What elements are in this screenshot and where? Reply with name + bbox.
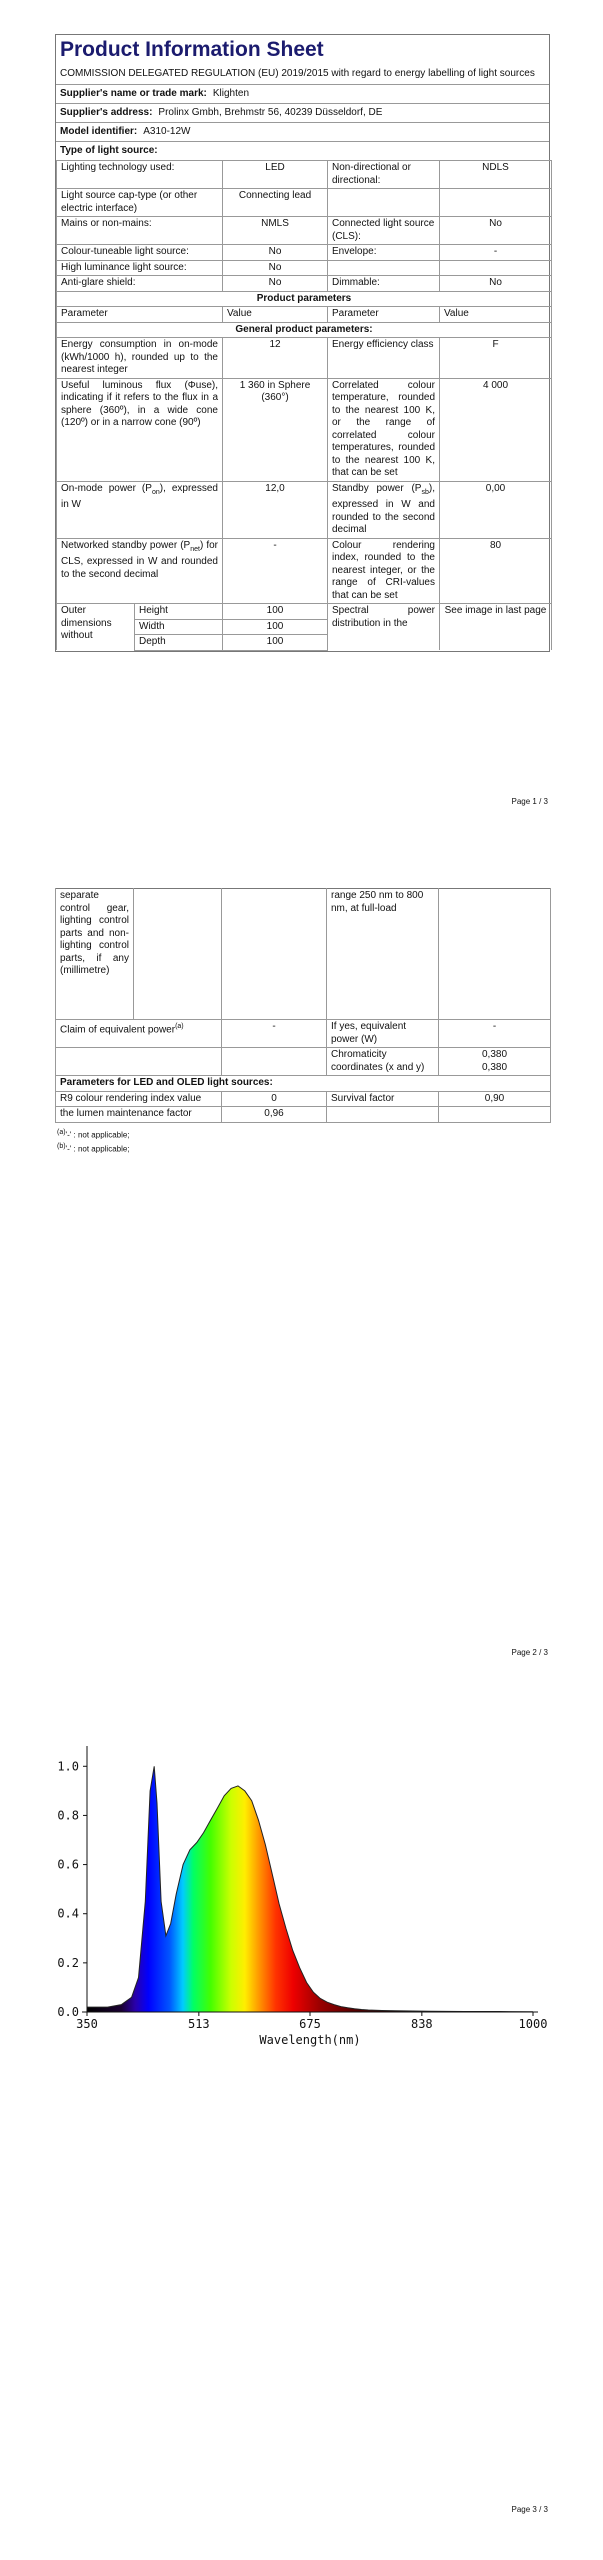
source-type-label: Type of light source: <box>60 145 158 156</box>
supplier-address-row <box>56 103 549 122</box>
depth-value: 100 <box>223 635 328 651</box>
model-value: A310-12W <box>143 126 191 137</box>
row-value: No <box>223 260 328 276</box>
empty-cell <box>134 889 222 1020</box>
x-tick-label: 1000 <box>518 2017 548 2031</box>
y-tick-label: 0.0 <box>57 2005 79 2019</box>
page-title: Product Information Sheet <box>60 38 324 61</box>
y-tick-label: 0.6 <box>57 1857 79 1872</box>
spd-value: See image in last page <box>440 604 552 651</box>
table-row <box>56 1107 551 1123</box>
x-tick-label: 513 <box>187 2017 210 2031</box>
empty-cell <box>56 1048 222 1076</box>
flux-value: 1 360 in Sphere (360°) <box>223 378 328 481</box>
row-value <box>440 189 552 217</box>
row-value: Connecting lead <box>223 189 328 217</box>
table-row <box>56 889 551 1020</box>
survival-label: Survival factor <box>327 1091 439 1107</box>
row-value: - <box>440 245 552 261</box>
footnotes <box>57 1127 550 1156</box>
empty-cell <box>222 1048 327 1076</box>
r9-value: 0 <box>222 1091 327 1107</box>
source-type-row <box>56 141 549 160</box>
onpower-value: 12,0 <box>223 481 328 538</box>
lumen-value: 0,96 <box>222 1107 327 1123</box>
dimensions-table-p1 <box>56 603 552 651</box>
height-label: Height <box>135 604 223 620</box>
row-value: NMLS <box>223 217 328 245</box>
table-row <box>57 338 552 379</box>
page-2 <box>0 880 603 1680</box>
page-number: Page 2 / 3 <box>511 1648 548 1657</box>
col-value-header: Value <box>440 307 552 323</box>
empty-cell <box>439 889 551 1020</box>
table-row <box>56 1091 551 1107</box>
table-row <box>56 1020 551 1048</box>
cct-value: 4 000 <box>440 378 552 481</box>
page-1 <box>0 0 603 830</box>
x-axis-label: Wavelength(nm) <box>259 2033 361 2047</box>
row-label: Connected light source (CLS): <box>328 217 440 245</box>
page-number: Page 3 / 3 <box>511 2505 548 2514</box>
col-value-header: Value <box>223 307 328 323</box>
empty-cell <box>222 889 327 1020</box>
depth-label: Depth <box>135 635 223 651</box>
row-value: No <box>440 217 552 245</box>
row-value: No <box>440 276 552 292</box>
y-tick-label: 0.2 <box>57 1955 79 1970</box>
efficiency-label: Energy efficiency class <box>328 338 440 379</box>
row-value: No <box>223 245 328 261</box>
efficiency-value: F <box>440 338 552 379</box>
col-param-header: Parameter <box>328 307 440 323</box>
spd-label-cont: range 250 nm to 800 nm, at full-load <box>327 889 439 1020</box>
table-row <box>56 1048 551 1076</box>
section-header-row <box>57 322 552 338</box>
energy-label: Energy consumption in on-mode (kWh/1000 h), rounded up to the nearest integer <box>57 338 223 379</box>
y-tick-label: 0.4 <box>57 1906 79 1921</box>
led-params-title: Parameters for LED and OLED light sources: <box>56 1076 551 1092</box>
supplier-address-value: Prolinx Gmbh, Brehmstr 56, 40239 Düsseldorf, DE <box>158 107 383 118</box>
standby-value: 0,00 <box>440 481 552 538</box>
table-row <box>57 378 552 481</box>
model-label: Model identifier: <box>60 126 138 137</box>
empty-cell <box>327 1107 439 1123</box>
dims-label: Outer dimensions without <box>57 604 135 651</box>
table-row <box>57 245 552 261</box>
row-label: Lighting technology used: <box>57 161 223 189</box>
spectrum-fill <box>87 1754 533 2012</box>
supplier-name-label: Supplier's name or trade mark: <box>60 88 207 99</box>
product-params-title: Product parameters <box>57 291 552 307</box>
netstandby-label: Networked standby power $(P_{net})$ for CLS, expressed in W and rounded to the second decimal <box>57 538 223 604</box>
height-value: 100 <box>223 604 328 620</box>
width-label: Width <box>135 619 223 635</box>
cct-label: Correlated colour temperature, rounded to the nearest 100 K, or the range of correlated colour temperatures, rounded to the nearest 100 K, that can be set <box>328 378 440 481</box>
dims-label-cont: separate control gear, lighting control parts and non-lighting control parts, if any (millimetre) <box>56 889 134 1020</box>
table-row <box>57 276 552 292</box>
row-label: Colour-tuneable light source: <box>57 245 223 261</box>
row-value: No <box>223 276 328 292</box>
x-tick-label: 350 <box>76 2017 98 2031</box>
page-number: Page 1 / 3 <box>511 797 548 806</box>
footnote-b: $^{(b)}$'-' : not applicable; <box>57 1143 130 1154</box>
row-value: LED <box>223 161 328 189</box>
column-header-row <box>57 307 552 323</box>
width-value: 100 <box>223 619 328 635</box>
supplier-name-value: Klighten <box>212 88 250 99</box>
chroma-value: 0,380 0,380 <box>439 1048 551 1076</box>
chroma-label: Chromaticity coordinates (x and y) <box>327 1048 439 1076</box>
row-label <box>328 189 440 217</box>
netstandby-value: - <box>223 538 328 604</box>
lumen-label: the lumen maintenance factor <box>56 1107 222 1123</box>
row-label: Light source cap-type (or other electric interface) <box>57 189 223 217</box>
y-tick-label: 0.8 <box>57 1808 79 1823</box>
row-value: NDLS <box>440 161 552 189</box>
row-label: Envelope: <box>328 245 440 261</box>
equiv-value: - <box>222 1020 327 1048</box>
y-tick-label: 1.0 <box>57 1759 79 1774</box>
footnote-a: $^{(a)}$'-' : not applicable; <box>57 1128 130 1140</box>
col-param-header: Parameter <box>57 307 223 323</box>
general-params-title: General product parameters: <box>57 322 552 338</box>
continued-table <box>55 888 550 1156</box>
row-label: Dimmable: <box>328 276 440 292</box>
survival-value: 0,90 <box>439 1091 551 1107</box>
x-tick-label: 675 <box>299 2017 321 2031</box>
x-tick-label: 838 <box>410 2017 433 2031</box>
row-label: High luminance light source: <box>57 260 223 276</box>
table-row <box>57 189 552 217</box>
cri-value: 80 <box>440 538 552 604</box>
supplier-name-row <box>56 84 549 103</box>
table-row <box>57 538 552 604</box>
cri-label: Colour rendering index, rounded to the nearest integer, or the range of CRI-values that can be set <box>328 538 440 604</box>
table-row <box>57 260 552 276</box>
standby-label: Standby power $(P_{sb})$, expressed in W and rounded to the second decimal <box>328 481 440 538</box>
model-row <box>56 122 549 141</box>
page-3 <box>0 1700 603 2560</box>
supplier-address-label: Supplier's address: <box>60 107 153 118</box>
table-row <box>57 161 552 189</box>
row-value <box>440 260 552 276</box>
table-row <box>57 604 552 620</box>
table-row <box>57 481 552 538</box>
equivyes-value: - <box>439 1020 551 1048</box>
row-label: Anti-glare shield: <box>57 276 223 292</box>
params-table <box>56 160 552 604</box>
dimensions-table-p2 <box>55 888 551 1123</box>
row-label: Non-directional or directional: <box>328 161 440 189</box>
section-header-row <box>56 1076 551 1092</box>
info-sheet-frame <box>55 34 550 652</box>
energy-value: 12 <box>223 338 328 379</box>
empty-cell <box>439 1107 551 1123</box>
onpower-label: On-mode power $(P_{on})$, expressed in W <box>57 481 223 538</box>
row-label <box>328 260 440 276</box>
row-label: Mains or non-mains: <box>57 217 223 245</box>
r9-label: R9 colour rendering index value <box>56 1091 222 1107</box>
equiv-label: Claim of equivalent power$^{(a)}$ <box>56 1020 222 1048</box>
spectral-chart <box>0 1740 603 2070</box>
equivyes-label: If yes, equivalent power (W) <box>327 1020 439 1048</box>
spd-label: Spectral power distribution in the <box>328 604 440 651</box>
regulation-text: COMMISSION DELEGATED REGULATION (EU) 2019/2015 with regard to energy labelling of light sources <box>60 68 535 79</box>
table-row <box>57 217 552 245</box>
flux-label: Useful luminous flux (Φuse), indicating if it refers to the flux in a sphere (360º), in a wide cone (120º) or in a narrow cone (90º) <box>57 378 223 481</box>
section-header-row <box>57 291 552 307</box>
